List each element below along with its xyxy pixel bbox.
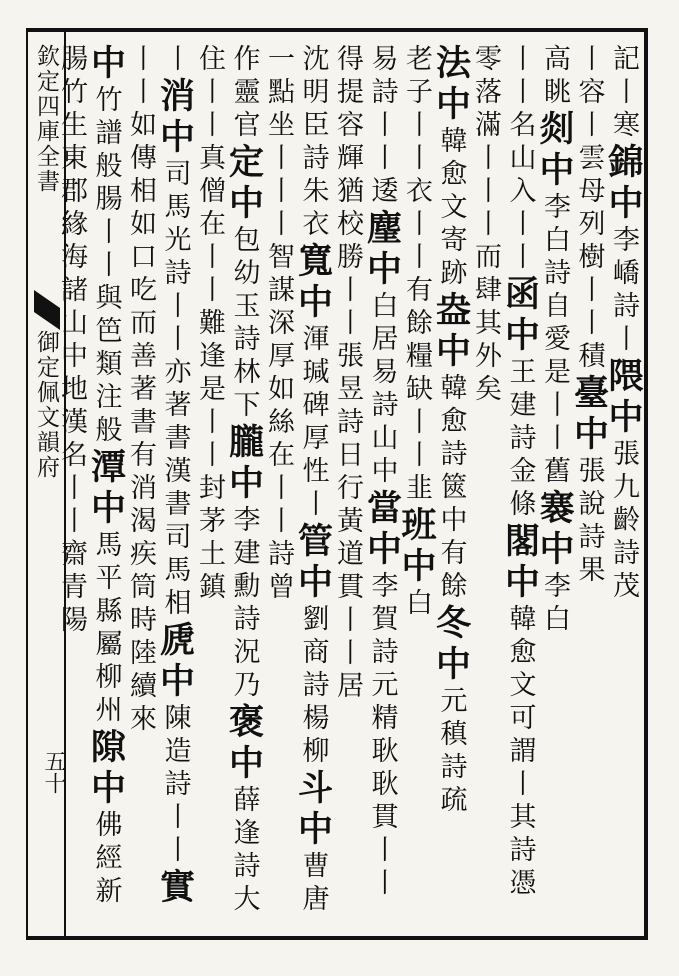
annotation-text: 包幼玉詩林下 xyxy=(228,225,260,423)
annotation-text: 丨容 xyxy=(573,44,605,110)
annotation-text: 零落滿丨丨 xyxy=(470,44,501,209)
text-column xyxy=(330,44,365,928)
annotation-text: 丨丨 xyxy=(504,44,536,110)
headword: 班中 xyxy=(396,506,437,588)
annotation-text: 丨 xyxy=(297,489,329,522)
annotation-text: 居 xyxy=(332,671,363,704)
annotation-text: 丨智謀深厚 xyxy=(263,209,294,374)
annotation-text: 白 xyxy=(401,588,432,621)
annotation-text: 得提容輝 xyxy=(332,44,363,176)
text-column xyxy=(154,44,196,928)
annotation-text: 張說詩果 xyxy=(573,456,605,588)
text-column xyxy=(54,44,89,928)
headword: 函中 xyxy=(499,275,541,357)
headword: 定中 xyxy=(223,143,265,225)
annotation-text: 司馬光詩丨丨亦著書漢書司馬相 xyxy=(159,159,191,621)
text-column xyxy=(499,44,541,928)
page-number: 五十 xyxy=(41,750,66,794)
headword: 褒中 xyxy=(223,703,265,785)
annotation-text: 韓愈文可謂丨其 xyxy=(504,604,536,835)
text-column xyxy=(603,44,644,928)
headword: 寬中 xyxy=(292,242,334,324)
frame-bottom-border xyxy=(28,936,646,940)
annotation-text: 渾瑊碑厚性 xyxy=(297,324,329,489)
annotation-text: 一點坐丨丨 xyxy=(263,44,294,209)
frame-left-border xyxy=(26,28,28,940)
annotation-text: 記丨 xyxy=(608,44,639,110)
headword: 冬中 xyxy=(430,604,472,686)
annotation-text: 衣丨丨有餘糧 xyxy=(401,176,432,374)
headword: 朧中 xyxy=(223,423,265,505)
annotation-text: 李嶠詩丨 xyxy=(608,225,639,357)
annotation-text: 馬平縣屬柳州 xyxy=(90,530,122,728)
annotation-text: 筒時陸續來 xyxy=(125,572,156,737)
annotation-text: 地漢名丨丨 xyxy=(56,374,87,539)
annotation-text: 如絲在丨丨 xyxy=(263,374,294,539)
annotation-text: 缺丨丨韭 xyxy=(401,374,432,506)
annotation-text: 是丨丨舊 xyxy=(539,357,570,489)
headword: 潭中 xyxy=(85,448,127,530)
annotation-text: 李白 xyxy=(539,571,570,637)
frame-right-border xyxy=(644,28,648,940)
text-column xyxy=(223,44,265,928)
annotation-text: 王建詩金條 xyxy=(504,357,536,522)
annotation-text: 元稹詩疏 xyxy=(435,686,467,818)
annotation-text: 沈明臣詩朱衣 xyxy=(297,44,329,242)
headword: 斗中 xyxy=(292,769,334,851)
text-column xyxy=(123,44,158,928)
headword: 管中 xyxy=(292,522,334,604)
annotation-text: 佛經新 xyxy=(90,810,122,909)
annotation-text: 張昱詩日行黃道貫丨丨 xyxy=(332,341,363,671)
text-column xyxy=(361,44,403,928)
headword: 臺中 xyxy=(568,374,610,456)
annotation-text: 如傳相如口吃而善著書有消渴疾 xyxy=(125,110,156,572)
text-column xyxy=(192,44,227,928)
headword: 剡中 xyxy=(534,110,575,192)
annotation-text: 腸竹生東郡緣海諸山中 xyxy=(56,44,87,374)
annotation-text: 詩憑 xyxy=(504,835,536,901)
section-title: 御定佩文韻府 xyxy=(33,330,59,480)
book-title: 欽定四庫全書 xyxy=(33,44,59,194)
annotation-text: 張九齡詩茂 xyxy=(608,439,639,604)
text-column xyxy=(468,44,503,928)
annotation-text: 詩曾 xyxy=(263,539,294,605)
headword: 麈中 xyxy=(361,209,403,291)
text-column xyxy=(292,44,334,928)
annotation-text: 猶校勝丨丨 xyxy=(332,176,363,341)
headword: 當中 xyxy=(361,489,403,571)
headword: 中 xyxy=(85,44,127,85)
headword: 法中 xyxy=(430,44,472,126)
annotation-text: 難逢是丨丨 xyxy=(194,308,225,473)
annotation-text: 齋青陽 xyxy=(56,539,87,638)
annotation-text: 李賀詩元精耿耿貫丨丨 xyxy=(366,571,398,901)
annotation-text: 丨而肆其外矣 xyxy=(470,209,501,407)
text-column xyxy=(568,44,610,928)
annotation-text: 李白詩自愛 xyxy=(539,192,570,357)
frame-top-border xyxy=(28,28,646,32)
annotation-text: 封茅土鎮 xyxy=(194,473,225,605)
annotation-text: 易詩丨丨逶 xyxy=(366,44,398,209)
annotation-text: 竹譜般腸丨丨與笆類注般 xyxy=(90,85,122,448)
text-column xyxy=(534,44,575,928)
text-column xyxy=(430,44,472,928)
headword: 褰中 xyxy=(534,489,575,571)
text-column xyxy=(85,44,127,928)
annotation-text: 高眺 xyxy=(539,44,570,110)
annotation-text: 丨丨 xyxy=(125,44,156,110)
annotation-text: 老子丨丨 xyxy=(401,44,432,176)
annotation-text: 樹丨丨積 xyxy=(573,242,605,374)
annotation-text: 韓愈詩篋中有餘 xyxy=(435,373,467,604)
annotation-text: 劉商詩楊柳 xyxy=(297,604,329,769)
annotation-text: 陳造詩丨丨 xyxy=(159,703,191,868)
annotation-text: 真僧在丨丨 xyxy=(194,143,225,308)
headword: 錦中 xyxy=(603,143,644,225)
annotation-text: 名山入丨丨 xyxy=(504,110,536,275)
headword: 消中 xyxy=(154,77,196,159)
annotation-text: 丨 xyxy=(159,44,191,77)
headword: 盎中 xyxy=(430,291,472,373)
annotation-text: 曹唐 xyxy=(297,851,329,917)
annotation-text: 寒 xyxy=(608,110,639,143)
annotation-text: 丨雲母列 xyxy=(573,110,605,242)
headword: 隈中 xyxy=(603,357,644,439)
text-column xyxy=(396,44,437,928)
headword: 隙中 xyxy=(85,728,127,810)
headword: 實 xyxy=(154,868,196,909)
text-column xyxy=(261,44,296,928)
annotation-text: 李建勳詩況乃 xyxy=(228,505,260,703)
annotation-text: 白居易詩山中 xyxy=(366,291,398,489)
annotation-text: 韓愈文寄跡 xyxy=(435,126,467,291)
headword: 虒中 xyxy=(154,621,196,703)
annotation-text: 住丨丨 xyxy=(194,44,225,143)
annotation-text: 薛逢詩大 xyxy=(228,785,260,917)
annotation-text: 作靈官 xyxy=(228,44,260,143)
headword: 閣中 xyxy=(499,522,541,604)
